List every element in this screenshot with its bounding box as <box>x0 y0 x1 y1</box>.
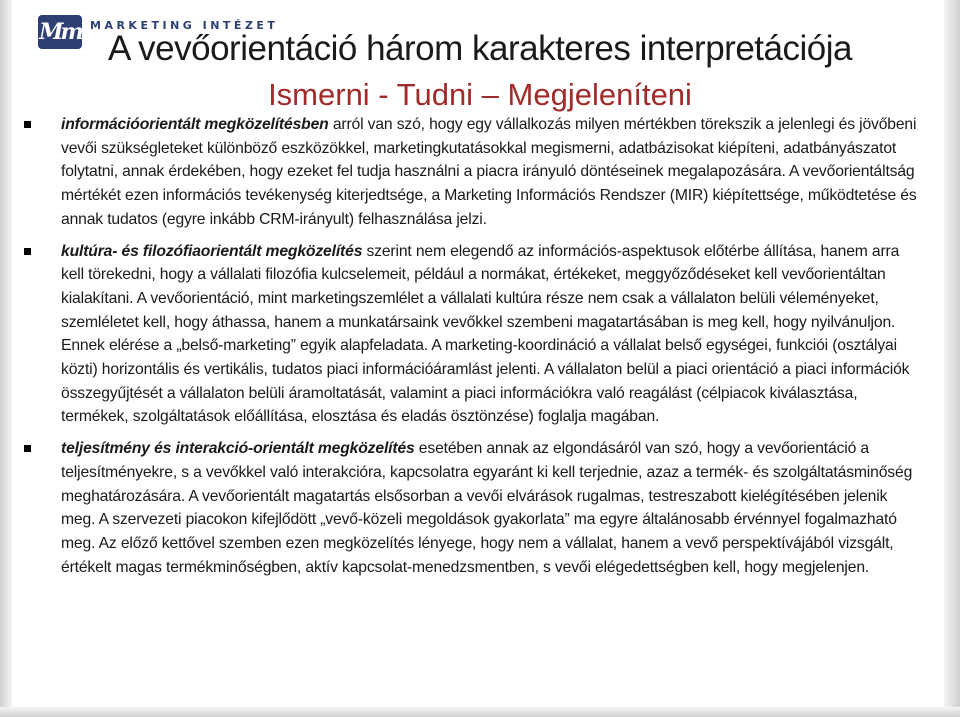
bullet-text: arról van szó, hogy egy vállalkozás milyen mértékben törekszik a jelenlegi és jövőbeni vevői szükségleteket különböző eszközökkel, marketingkutatásokkal megismerni, adatbázisokat kiépíteni, adatbányászatot folytatni, annak érdekében, hogy ezeket fel tudja használni a piacra irányuló döntéseinek megalapozására. A vevőorientáltság mértékét ezen információs tevékenység kiterjedtsége, a Marketing Információs Rendszer (MIR) kiépítettsége, működtetése és annak tudatos (egyre inkább CRM-irányult) felhasználása jelzi. <box>61 116 917 228</box>
slide-frame-bottom <box>0 707 960 717</box>
logo-text: MARKETING INTÉZET <box>90 18 279 32</box>
bullet-term: információorientált megközelítésben <box>61 116 329 133</box>
bullet-term: teljesítmény és interakció-orientált megközelítés <box>61 440 415 458</box>
slide-title: A vevőorientáció három karakteres interpretációja <box>108 29 852 68</box>
square-bullet-icon <box>24 248 31 255</box>
bullet-item-performance <box>24 437 920 579</box>
bullet-text: esetében annak az elgondásáról van szó, hogy a vevőorientáció a teljesítményekre, s a vevőkkel való interakcióra, kapcsolatra egyaránt ki kell terjednie, azaz a termék- és szolgáltatásminőség meghatározására. A vevőorientált magatartás elsősorban a vevői elvárások rugalmas, testreszabott kielégítésében jelenik meg. A szervezeti piacokon kifejlődött „vevő-közeli megoldások gyakorlata” ma egyre általánosabb érvénnyel fogalmazható meg. Az előző kettővel szemben ezen megközelítés lényege, hogy nem a vállalat, hanem a vevő perspektívájából vizsgált, értékelt magas termékminőségben, aktív kapcsolat-menedzsmentben, s vevői elégedettségben kell, hogy megjelenjen. <box>61 440 913 576</box>
bullet-item-information <box>24 113 920 232</box>
logo-mark-icon: Mm <box>38 15 82 49</box>
bullet-term: kultúra- és filozófiaorientált megközelítés <box>61 242 363 260</box>
square-bullet-icon <box>24 445 31 452</box>
bullet-list <box>24 113 920 579</box>
slide-subtitle: Ismerni - Tudni – Megjeleníteni <box>268 77 692 112</box>
square-bullet-icon <box>24 121 31 128</box>
bullet-item-culture <box>24 240 920 430</box>
bullet-text: szerint nem elegendő az információs-aspektusok előtérbe állítása, hanem arra kell törekedni, hogy a vállalati filozófia kulcselemeit, például a normákat, értékeket, meggyőződéseket kell vevőorientáltan kialakítani. A vevőorientáció, mint marketingszemlélet a vállalati kultúra része nem csak a vállalaton belüli véleményeket, szemléletet kell, hogy áthassa, hanem a munkatársaink vevőkkel szembeni magatartásában is meg kell, hogy nyilvánuljon. Ennek elérése a „belső-marketing” egyik alapfeladata. A marketing-koordináció a vállalat belső egységei, funkciói (osztályai közti) horizontális és vertikális, tudatos piaci információáramlást jelenti. A vállalaton belül a piaci orientáció a piaci információk összegyűjtését a vállalaton belüli áramoltatását, valamint a piaci információkra való reagálást (célpiacok kiválasztása, termékek, szolgáltatások előállítása, elosztása és eladás ösztönzése) foglalja magában. <box>61 242 910 426</box>
